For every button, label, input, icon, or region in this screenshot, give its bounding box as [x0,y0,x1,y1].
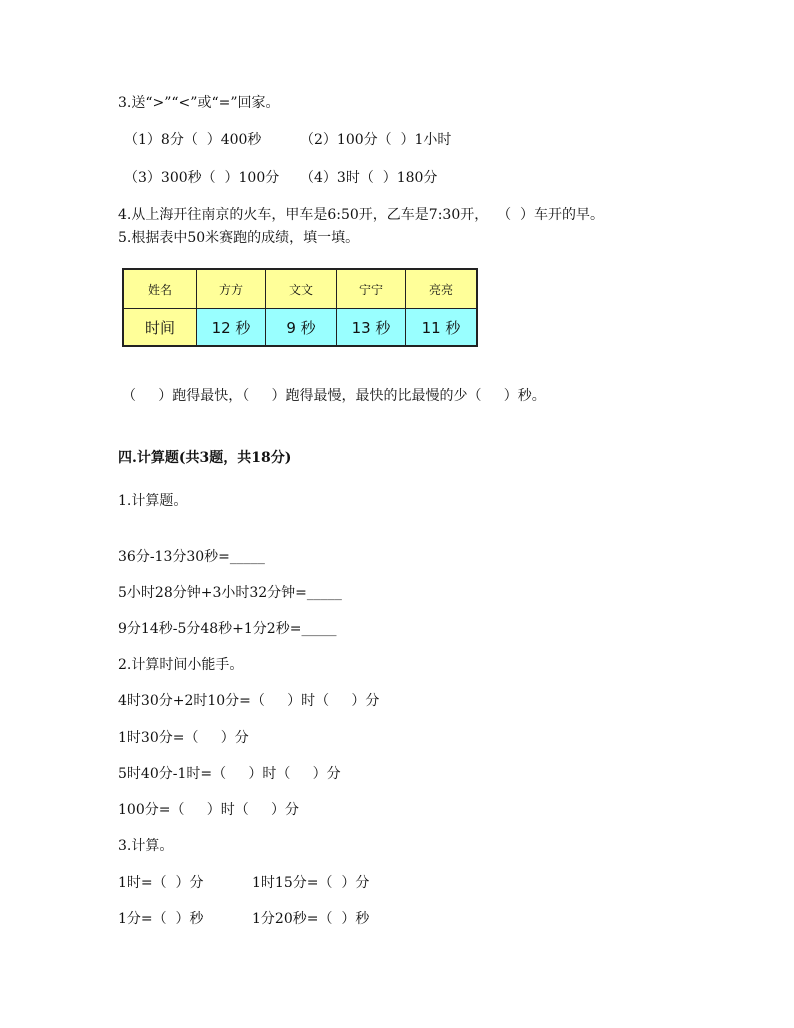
table-cell: 文文 [266,269,337,309]
table-cell: 亮亮 [406,269,478,309]
p1-line-3: 9分14秒-5分48秒+1分2秒=_____ [118,621,337,637]
p2-line-1: 4时30分+2时10分=（ ）时（ ）分 [118,693,380,709]
table-cell: 12 秒 [197,309,266,347]
table-cell: 时间 [123,309,197,347]
p1-line-1: 36分-13分30秒=_____ [118,549,265,565]
q3-item-3: （3）300秒（ ）100分 [124,170,280,186]
p3-item-1: 1时=（ ）分 [118,875,204,891]
q5-answer: （ ）跑得最快，（ ）跑得最慢，最快的比最慢的少（ ）秒。 [122,388,546,404]
race-result-table [122,268,478,347]
q3-item-4: （4）3时（ ）180分 [300,170,438,186]
section-heading: 四.计算题(共3题，共18分) [118,450,292,466]
table-row [123,309,477,347]
q4-text: 4.从上海开往南京的火车，甲车是6:50开，乙车是7:30开， （ ）车开的早。 [118,207,605,223]
q5-title: 5.根据表中50米赛跑的成绩，填一填。 [118,230,360,246]
q3-title: 3.送“>”“<”或“=”回家。 [118,95,280,111]
p3-item-3: 1分=（ ）秒 [118,911,204,927]
p3-item-2: 1时15分=（ ）分 [252,875,370,891]
table-cell: 13 秒 [337,309,406,347]
p2-title: 2.计算时间小能手。 [118,657,244,673]
table-cell: 姓名 [123,269,197,309]
q3-item-1: （1）8分（ ）400秒 [124,132,262,148]
q3-item-2: （2）100分（ ）1小时 [300,132,452,148]
table-cell: 9 秒 [266,309,337,347]
p2-line-4: 100分=（ ）时（ ）分 [118,802,299,818]
table-cell: 11 秒 [406,309,478,347]
p2-line-2: 1时30分=（ ）分 [118,730,249,746]
p2-line-3: 5时40分-1时=（ ）时（ ）分 [118,766,341,782]
p3-title: 3.计算。 [118,838,174,854]
p1-line-2: 5小时28分钟+3小时32分钟=_____ [118,585,342,601]
table-row [123,269,477,309]
table-cell: 方方 [197,269,266,309]
p3-item-4: 1分20秒=（ ）秒 [252,911,370,927]
table-cell: 宁宁 [337,269,406,309]
p1-title: 1.计算题。 [118,493,188,509]
